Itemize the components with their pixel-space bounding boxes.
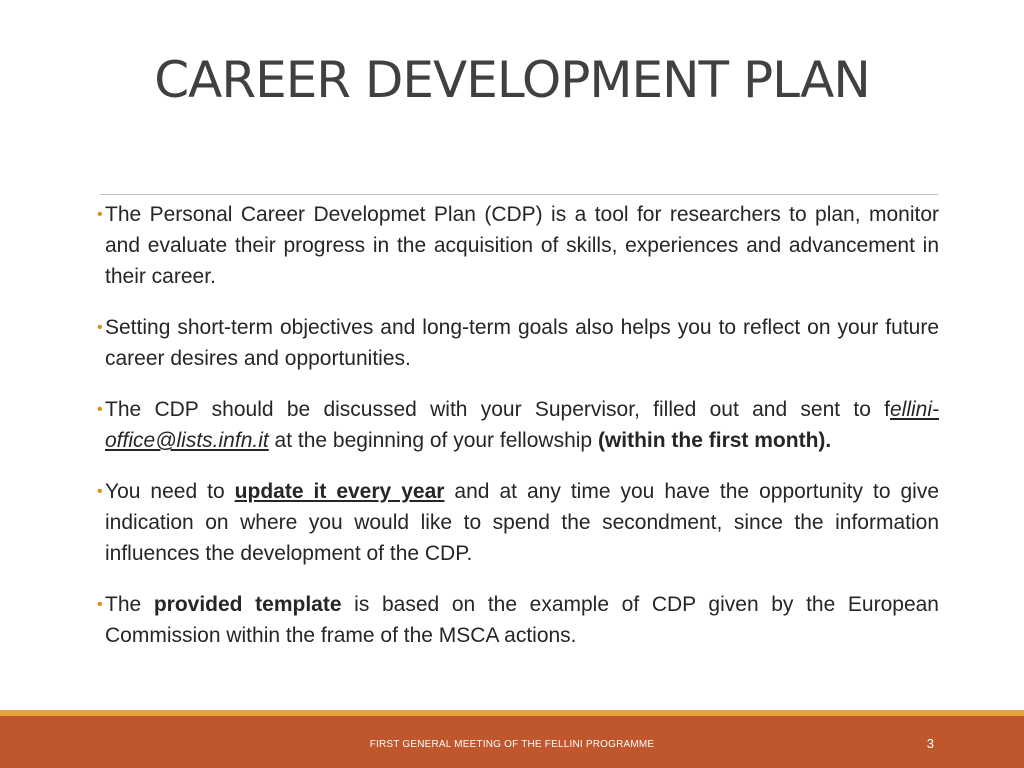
bullet-item xyxy=(97,476,939,569)
bullet-text: The xyxy=(105,593,154,616)
bullet-text: The CDP should be discussed with your Supervisor, filled out and sent to f xyxy=(105,398,890,421)
bullet-bold-text: provided template xyxy=(153,593,342,616)
bullet-icon: • xyxy=(97,319,103,336)
bullet-icon: • xyxy=(97,483,103,500)
bullet-list xyxy=(97,199,939,671)
bullet-item xyxy=(97,589,939,651)
bullet-bold-underline-text: update it every year xyxy=(234,480,445,503)
bullet-text: at the beginning of your fellowship xyxy=(268,429,598,452)
bullet-icon: • xyxy=(97,401,103,418)
bullet-bold-text: (within the first month). xyxy=(597,429,832,452)
bullet-text: The Personal Career Developmet Plan (CDP) is a tool for researchers to plan, monitor and evaluate their progress in the acquisition of skills, experiences and advancement in their career. xyxy=(105,203,939,288)
bullet-item xyxy=(97,312,939,374)
bullet-item xyxy=(97,199,939,292)
bullet-text: Setting short-term objectives and long-term goals also helps you to reflect on your future career desires and opportunities. xyxy=(105,316,939,370)
email-link[interactable]: ellini-office@lists.infn.it xyxy=(105,398,939,452)
title-divider xyxy=(100,194,938,195)
bullet-icon: • xyxy=(97,596,103,613)
footer-band xyxy=(0,716,1024,768)
bullet-text: is based on the example of CDP given by the European Commission within the frame of the MSCA actions. xyxy=(105,593,939,647)
bullet-item xyxy=(97,394,939,456)
bullet-icon: • xyxy=(97,206,103,223)
slide-title: CAREER DEVELOPMENT PLAN xyxy=(154,51,870,109)
bullet-text: You need to xyxy=(105,480,235,503)
footer-text: FIRST GENERAL MEETING OF THE FELLINI PROGRAMME xyxy=(369,739,655,750)
page-number: 3 xyxy=(926,736,934,751)
bullet-text: and at any time you have the opportunity to give indication on where you would like to spend the secondment, since the information influences the development of the CDP. xyxy=(105,480,940,565)
